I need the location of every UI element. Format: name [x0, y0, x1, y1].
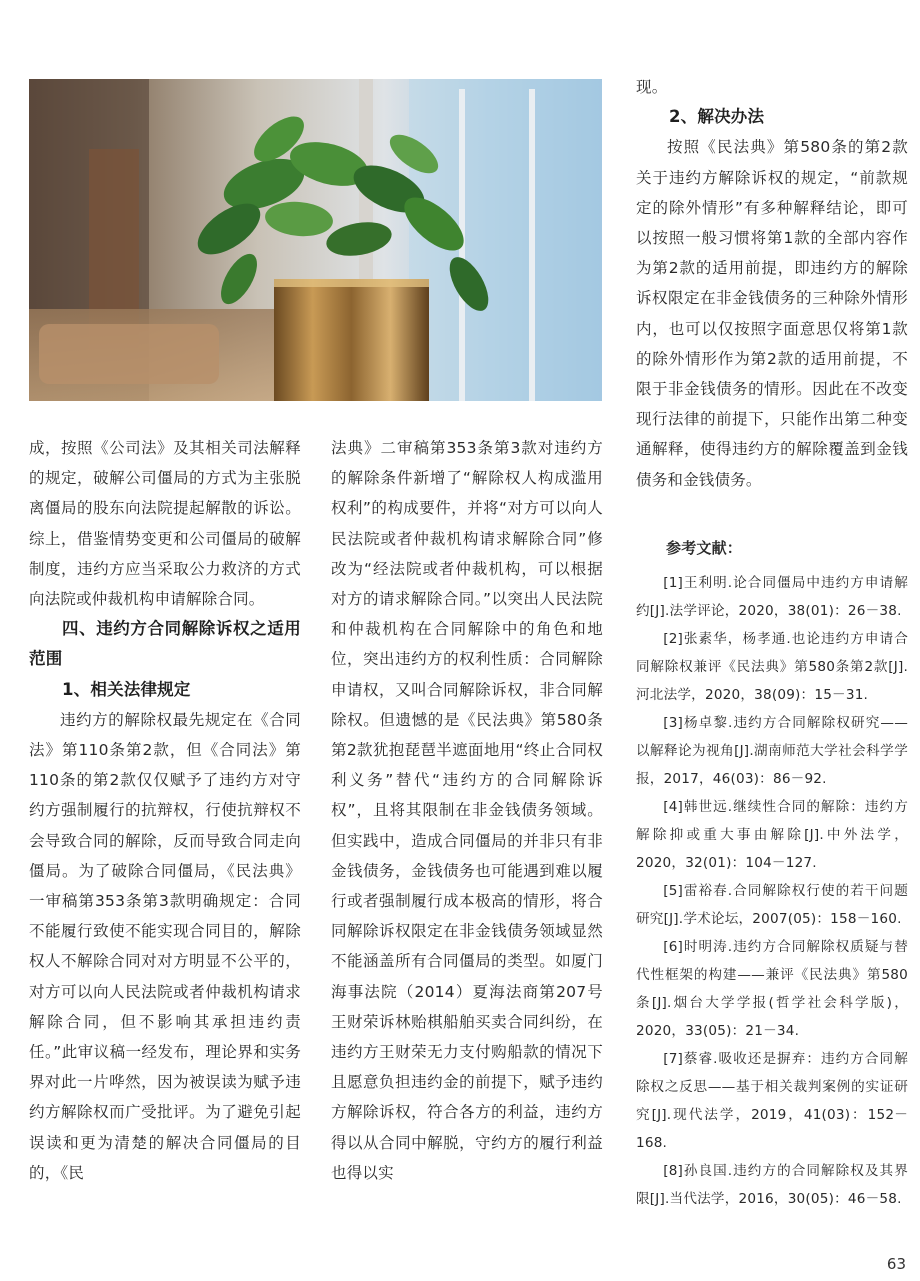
section-heading: 四、违约方合同解除诉权之适用范围 [29, 619, 301, 669]
column-right [636, 72, 908, 1213]
page-number: 63 [886, 1255, 906, 1273]
reference-item: [4]韩世远.继续性合同的解除：违约方解除抑或重大事由解除[J].中外法学，2020，32(01)：104－127. [636, 799, 908, 872]
reference-item: [8]孙良国.违约方的合同解除权及其界限[J].当代法学，2016，30(05)：46－58. [636, 1163, 908, 1208]
paragraph: 现。 [636, 78, 668, 96]
references-title: 参考文献： [666, 538, 743, 557]
reference-item: [2]张素华，杨孝通.也论违约方申请合同解除权兼评《民法典》第580条第2款[J].河北法学，2020，38(09)：15－31. [636, 631, 908, 704]
column-left [29, 433, 301, 1188]
reference-item: [5]雷裕春.合同解除权行使的若干问题研究[J].学术论坛，2007(05)：158－160. [636, 883, 908, 928]
subsection-heading: 2、解决办法 [669, 107, 765, 127]
paragraph: 违约方的解除权最先规定在《合同法》第110条第2款，但《合同法》第110条的第2款仅仅赋予了违约方对守约方强制履行的抗辩权，行使抗辩权不会导致合同的解除，反而导致合同走向僵局。为了破除合同僵局，《民法典》一审稿第353条第3款明确规定：合同不能履行致使不能实现合同目的，解除权人不解除合同对对方明显不公平的，对方可以向人民法院或者仲裁机构请求解除合同，但不影响其承担违约责任。”此审议稿一经发布，理论界和实务界对此一片哗然，因为被误读为赋予违约方解除权而广受批评。为了避免引起误读和更为清楚的解决合同僵局的目的，《民 [29, 710, 301, 1182]
paragraph: 成，按照《公司法》及其相关司法解释的规定，破解公司僵局的方式为主张脱离僵局的股东向法院提起解散的诉讼。综上，借鉴情势变更和公司僵局的破解制度，违约方应当采取公力救济的方式向法院或仲裁机构申请解除合同。 [29, 439, 301, 609]
reference-item: [3]杨卓黎.违约方合同解除权研究——以解释论为视角[J].湖南师范大学社会科学学报，2017，46(03)：86－92. [636, 715, 908, 788]
reference-item: [6]时明涛.违约方合同解除权质疑与替代性框架的构建——兼评《民法典》第580条[J].烟台大学学报(哲学社会科学版)，2020，33(05)：21－34. [636, 939, 908, 1040]
plant-illustration [29, 79, 602, 401]
paragraph: 按照《民法典》第580条的第2款关于违约方解除诉权的规定，“前款规定的除外情形”有多种解释结论，即可以按照一般习惯将第1款的全部内容作为第2款的适用前提，即违约方的解除诉权限定在非金钱债务的三种除外情形内，也可以仅按照字面意思仅将第1款的除外情形作为第2款的适用前提，不限于非金钱债务的情形。因此在不改变现行法律的前提下，只能作出第二种变通解释，使得违约方的解除覆盖到金钱债务和金钱债务。 [636, 138, 908, 489]
potted-plant-photo [29, 79, 602, 401]
reference-item: [1]王利明.论合同僵局中违约方申请解约[J].法学评论，2020，38(01)：26－38. [636, 575, 908, 620]
paragraph: 法典》二审稿第353条第3款对违约方的解除条件新增了“解除权人构成滥用权利”的构成要件，并将“对方可以向人民法院或者仲裁机构请求解除合同”修改为“经法院或者仲裁机构，可以根据对方的请求解除合同。”以突出人民法院和仲裁机构在合同解除中的角色和地位，突出违约方的权利性质：合同解除申请权，又叫合同解除诉权，非合同解除权。但遗憾的是《民法典》第580条第2款犹抱琵琶半遮面地用“终止合同权利义务”替代“违约方的合同解除诉权”，且将其限制在非金钱债务领域。但实践中，造成合同僵局的并非只有非金钱债务，金钱债务也可能遇到难以履行或者强制履行成本极高的情形，将合同解除诉权限定在非金钱债务领域显然不能涵盖所有合同僵局的类型。如厦门海事法院（2014）夏海法商第207号王财荣诉林贻棋船舶买卖合同纠纷，在违约方王财荣无力支付购船款的情况下且愿意负担违约金的前提下，赋予违约方解除诉权，符合各方的利益，违约方得以从合同中解脱，守约方的履行利益也得以实 [331, 439, 603, 1182]
subsection-heading: 1、相关法律规定 [62, 679, 191, 699]
reference-item: [7]蔡睿.吸收还是摒弃：违约方合同解除权之反思——基于相关裁判案例的实证研究[J].现代法学，2019，41(03)：152－168. [636, 1051, 908, 1152]
column-middle [331, 433, 603, 1188]
